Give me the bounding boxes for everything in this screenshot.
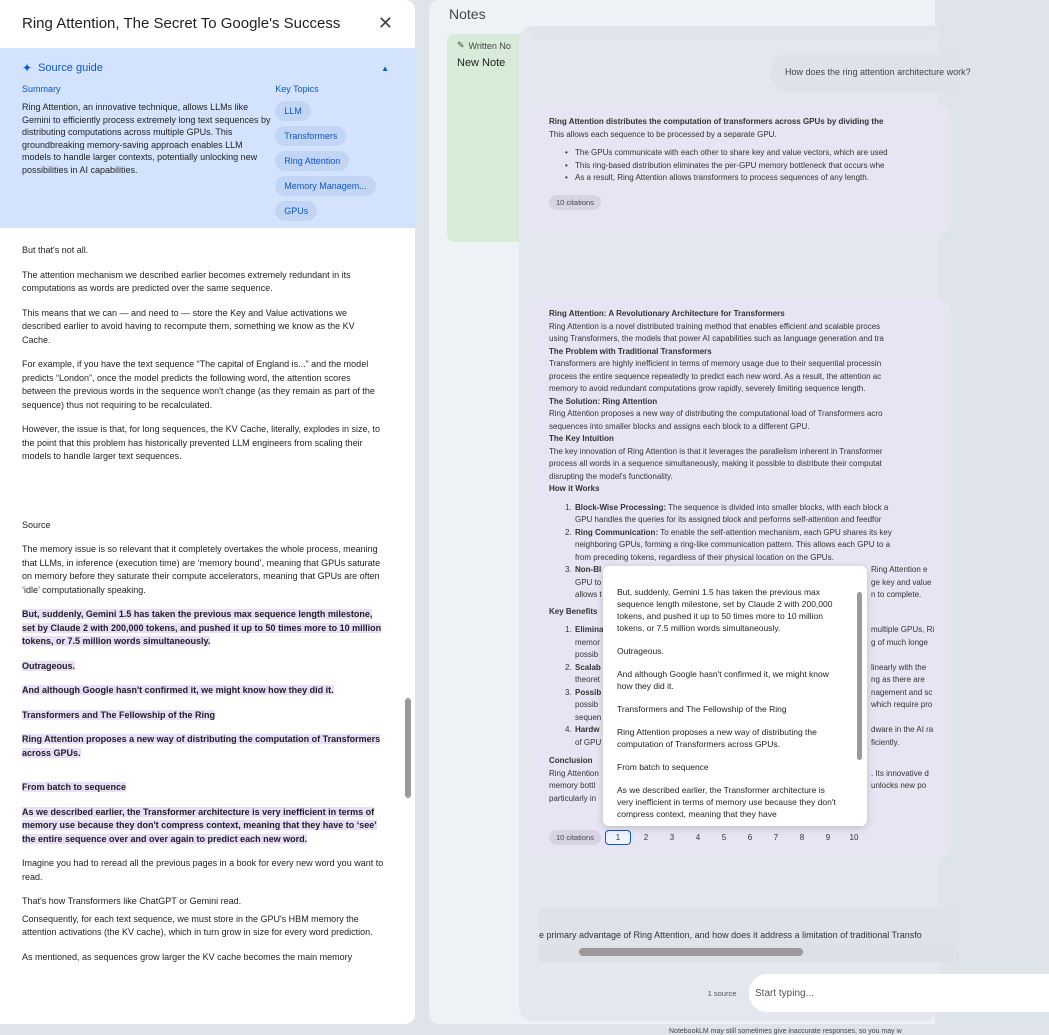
highlighted-passage: Ring Attention proposes a new way of distributing the computation of Transformers across GPUs. xyxy=(22,734,381,758)
paragraph: As mentioned, as sequences grow larger the KV cache becomes the main memory xyxy=(22,951,353,962)
tooltip-paragraph: As we described earlier, the Transformer architecture is very inefficient in terms of memory use because they don't compress context, meaning that they have xyxy=(617,785,836,819)
source-content xyxy=(22,236,384,975)
citation-9[interactable]: 9 xyxy=(825,833,831,842)
response-subheading: The Solution: Ring Attention xyxy=(549,396,658,406)
highlighted-passage: And although Google hasn't confirmed it, we might know how they did it. xyxy=(22,685,334,695)
highlighted-passage: As we described earlier, the Transformer architecture is very inefficient in terms of memory use because they don't compress context, meaning that they have to ‘see’ the entire sequence over and over again to predict each new word. xyxy=(22,806,377,844)
citations-count[interactable]: 10 citations xyxy=(549,830,601,845)
paragraph: But that's not all. xyxy=(22,245,89,255)
sparkle-icon: ✦ xyxy=(22,61,33,75)
response-card xyxy=(531,106,951,234)
close-icon[interactable]: ✕ xyxy=(377,12,393,33)
response-list-item: 2. Ring Communication: To enable the self-attention mechanism, each GPU shares its key xyxy=(565,527,892,537)
source-guide-title: Source guide xyxy=(38,62,103,74)
source-title: Ring Attention, The Secret To Google's Success xyxy=(22,14,341,32)
topic-chip-llm[interactable]: LLM xyxy=(275,101,311,121)
highlighted-passage: Transformers and The Fellowship of the Ring xyxy=(22,709,216,720)
citation-7[interactable]: 7 xyxy=(773,833,779,842)
response-line: process all words in a sequence simultaneously, making it possible to distribute their computat xyxy=(549,459,882,468)
paragraph: For example, if you have the text sequence “The capital of England is...” and the model predicts “London”, once the model predicts the following word, the attention scores between the previous words in the sequence won't change (as they remain as part of the sequence) thus not requiring to be recalculated. xyxy=(22,359,375,410)
paragraph: Consequently, for each text sequence, we must store in the GPU's HBM memory the attention activations (the KV cache), which in turn grow in size for every word prediction. xyxy=(22,913,373,937)
response-list-item: 3. Possib nagement and sc xyxy=(565,687,933,697)
response-line: using Transformers, the models that power AI capabilities such as language generation and tra xyxy=(549,334,884,343)
response-line: The key innovation of Ring Attention is that it leverages the parallelism inherent in Transformer xyxy=(549,446,883,456)
citation-tooltip xyxy=(603,566,867,826)
suggestion-scrollbar[interactable] xyxy=(579,948,803,956)
paragraph: However, the issue is that, for long sequences, the KV Cache, literally, explodes in size, to the point that this problem has historically prevented LLM engineers from scaling their models to handle larger text sequences. xyxy=(22,424,381,461)
response-list-item: 2. Scalab linearly with the xyxy=(565,662,927,672)
citations-count[interactable]: 10 citations xyxy=(549,195,601,210)
pencil-icon: ✎ xyxy=(457,40,465,50)
topic-chip-memory-management[interactable]: Memory Managem... xyxy=(275,176,376,196)
response-line: sequences into smaller blocks and assigns each block to a different GPU. xyxy=(549,421,810,431)
topic-chip-ring-attention[interactable]: Ring Attention xyxy=(275,151,349,171)
notes-heading: Notes xyxy=(449,6,486,22)
citation-4[interactable]: 4 xyxy=(695,833,701,842)
paragraph: The attention mechanism we described earlier becomes extremely redundant in its computations as words are predicted over the same sequence. xyxy=(22,269,351,293)
previous-message-edge xyxy=(529,26,939,40)
paragraph: This means that we can — and need to — store the Key and Value activations we described earlier to avoid having to recompute them, something we know as the KV Cache. xyxy=(22,307,355,345)
chat-panel xyxy=(519,26,971,1035)
note-tag: Written No xyxy=(468,40,511,51)
highlighted-passage: From batch to sequence xyxy=(22,782,127,792)
citation-6[interactable]: 6 xyxy=(747,833,753,842)
suggested-question[interactable]: e primary advantage of Ring Attention, and how does it address a limitation of traditional Transfo xyxy=(539,930,922,940)
note-title: New Note xyxy=(457,57,506,69)
user-question-bubble: How does the ring attention architecture work? xyxy=(771,54,961,92)
response-line: GPU to ge key and value xyxy=(575,577,932,587)
tooltip-paragraph: Transformers and The Fellowship of the Ring xyxy=(617,704,787,714)
tooltip-paragraph: Outrageous. xyxy=(617,646,664,656)
response-line: from preceding tokens, regardless of their physical location on the GPUs. xyxy=(575,552,834,562)
source-guide xyxy=(0,48,415,228)
disclaimer-text: NotebookLM may still sometimes give inaccurate responses, so you may w xyxy=(669,1028,902,1035)
response-line: Ring Attention proposes a new way of distributing the computational load of Transformers acro xyxy=(549,409,883,418)
paragraph: The memory issue is so relevant that it completely overtakes the whole process, meaning that LLMs, in inference (execution time) are ‘memory bound’, meaning that GPUs saturate on memory before they saturate their compute accelerators, meaning that GPUs are often ‘idle’ computationally speaking. xyxy=(22,544,381,595)
response-list-item: 3. Non-Bl Ring Attention e xyxy=(565,565,928,574)
response-line: GPU handles the queries for its assigned block and performs self-attention and feedfor xyxy=(575,515,882,524)
notes-area xyxy=(429,0,971,1035)
response-line: disrupting the model's functionality. xyxy=(549,471,673,481)
response-list-item: 1. Elimina multiple GPUs, Ri xyxy=(565,625,935,634)
response-bullet: • As a result, Ring Attention allows transformers to process sequences of any length. xyxy=(549,172,933,185)
response-line: theoret ng as there are xyxy=(575,675,925,684)
response-subheading: Key Benefits xyxy=(549,606,598,616)
chat-input[interactable] xyxy=(749,974,1049,1012)
suggestion-strip xyxy=(539,908,959,962)
paragraph: That's how Transformers like ChatGPT or Gemini read. xyxy=(22,896,242,906)
source-count-badge[interactable]: 1 source xyxy=(699,980,745,1006)
response-line: memor g of much longe xyxy=(575,637,928,647)
response-line: This allows each sequence to be processed by a separate GPU. xyxy=(549,129,777,139)
response-bullet: • This ring-based distribution eliminates the per-GPU memory bottleneck that occurs whe xyxy=(549,160,933,173)
response-line: memory bottl unlocks new po xyxy=(549,781,927,790)
citation-8[interactable]: 8 xyxy=(799,833,805,842)
response-line: Transformers are highly inefficient in terms of memory usage due to their sequential processin xyxy=(549,359,882,368)
source-guide-header[interactable] xyxy=(22,56,393,80)
response-subheading: The Key Intuition xyxy=(549,434,614,443)
citation-3[interactable]: 3 xyxy=(669,833,675,842)
highlighted-passage: But, suddenly, Gemini 1.5 has taken the previous max sequence length milestone, set by Claude 2 with 200,000 tokens, and pushed it up to 50 times more to 10 million tokens, or 7.5 million words simultaneously. xyxy=(22,609,382,646)
response-line: Ring Attention is a novel distributed training method that enables efficient and scalable proces xyxy=(549,321,881,331)
response-line: particularly in xyxy=(549,793,597,803)
citation-2[interactable]: 2 xyxy=(643,833,649,842)
response-line: possib xyxy=(575,650,599,659)
key-topics-section xyxy=(275,84,393,226)
response-subheading: How it Works xyxy=(549,484,600,493)
response-line: neighboring GPUs, forming a ring-like communication pattern. This allows each GPU to a xyxy=(575,540,891,549)
source-panel xyxy=(0,0,415,1024)
key-topics-label: Key Topics xyxy=(275,84,319,94)
summary-label: Summary xyxy=(22,84,61,94)
response-heading: Ring Attention distributes the computation of transformers across GPUs by dividing the xyxy=(549,117,884,126)
source-label: Source xyxy=(22,519,51,530)
tooltip-paragraph: But, suddenly, Gemini 1.5 has taken the previous max sequence length milestone, set by Claude 2 with 200,000 tokens, and pushed it up to 50 times more to 10 million tokens, or 7.5 million words simultaneously. xyxy=(617,587,833,633)
response-line: sequen xyxy=(575,712,602,722)
citation-5[interactable]: 5 xyxy=(721,833,727,842)
chat-input-row xyxy=(699,974,1049,1012)
citation-10[interactable]: 10 xyxy=(849,833,859,842)
response-subheading: The Problem with Traditional Transformers xyxy=(549,346,712,356)
citation-1[interactable]: 1 xyxy=(605,830,631,845)
tooltip-paragraph: And although Google hasn't confirmed it, we might know how they did it. xyxy=(617,669,829,691)
tooltip-scrollbar[interactable] xyxy=(857,592,862,760)
response-subheading: Conclusion xyxy=(549,756,593,765)
response-line: memory to avoid redundant computations grow rapidly, severely limiting sequence length. xyxy=(549,384,866,393)
collapse-caret-icon[interactable]: ▲ xyxy=(381,63,389,73)
response-list-item: 1. Block-Wise Processing: The sequence is divided into smaller blocks, with each block a xyxy=(565,502,889,512)
response-line: Ring Attention . Its innovative d xyxy=(549,768,929,778)
tooltip-paragraph: From batch to sequence xyxy=(617,762,709,772)
highlighted-passage: Outrageous. xyxy=(22,660,76,671)
citation-row xyxy=(549,830,865,845)
response-line: possib which require pro xyxy=(575,700,933,709)
source-scrollbar[interactable] xyxy=(405,698,411,798)
response-line: allows t n to complete. xyxy=(575,590,922,599)
paragraph: Imagine you had to reread all the previous pages in a book for every new word you want to read. xyxy=(22,858,384,882)
response-list-item: 4. Hardw dware in the AI ra xyxy=(565,725,934,734)
response-title: Ring Attention: A Revolutionary Architecture for Transformers xyxy=(549,309,785,318)
summary-text: Ring Attention, an innovative technique, allows LLMs like Gemini to efficiently process extremely long text sequences by distributing computations across multiple GPUs. This groundbreaking memory-saving approach enables LLM models to handle larger contexts, potentially unlocking new possibilities in AI capabilities. xyxy=(22,102,271,175)
summary-section xyxy=(22,84,273,226)
response-bullet: • The GPUs communicate with each other to share key and value vectors, which are used xyxy=(549,147,933,160)
source-header xyxy=(0,0,415,46)
tooltip-paragraph: Ring Attention proposes a new way of distributing the computation of Transformers across GPUs. xyxy=(617,727,817,749)
topic-chip-gpus[interactable]: GPUs xyxy=(275,201,317,221)
response-line: process the entire sequence repeatedly to predict each new word. As a result, the attention ac xyxy=(549,371,882,381)
topic-chip-transformers[interactable]: Transformers xyxy=(275,126,346,146)
response-line: of GPU ficiently. xyxy=(575,737,900,747)
